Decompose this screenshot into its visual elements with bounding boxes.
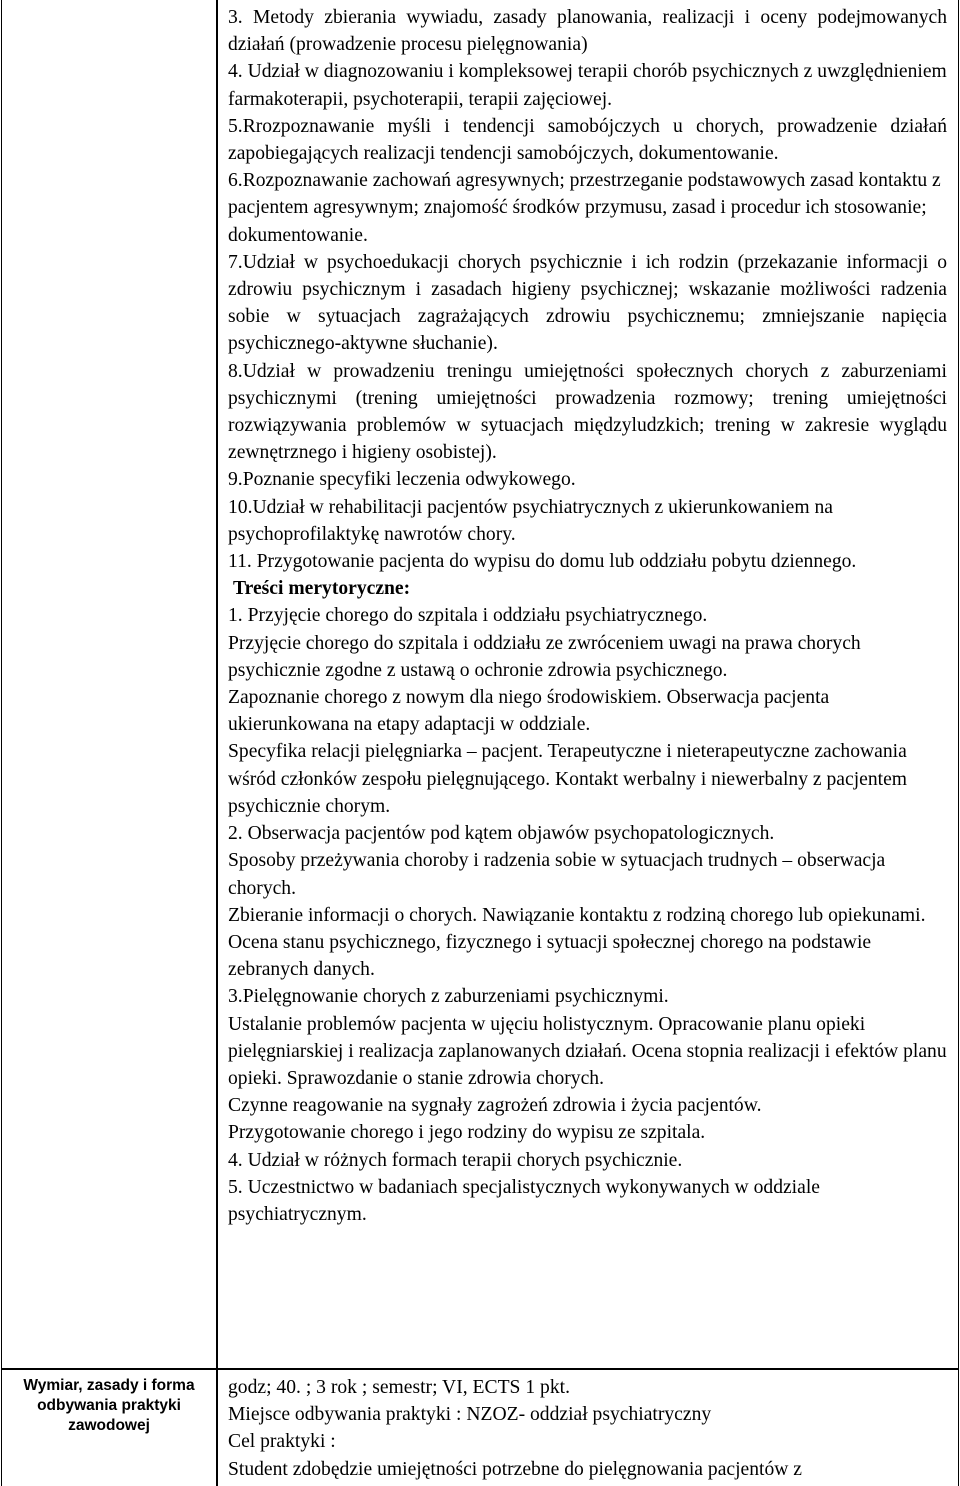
column-divider (216, 0, 218, 1486)
content-heading: Treści merytoryczne: (233, 578, 411, 600)
location-line: Miejsce odbywania praktyki : NZOZ- oddział psychiatryczny (228, 1404, 712, 1426)
content-item: Zbieranie informacji o chorych. Nawiązanie kontaktu z rodziną chorego lub opiekunami. (228, 904, 926, 926)
objective-item: 5.Rrozpoznawanie myśli i tendencji samobójczych u chorych, prowadzenie działań zapobiegających realizacji tendencji samobójczych, dokumentowanie. (228, 115, 947, 165)
content-item: Przygotowanie chorego i jego rodziny do wypisu ze szpitala. (228, 1122, 706, 1144)
content-item: Sposoby przeżywania choroby i radzenia sobie w sytuacjach trudnych – obserwacja chorych. (228, 850, 886, 899)
objective-item: 3. Metody zbierania wywiadu, zasady planowania, realizacji i oceny podejmowanych działań (prowadzenie procesu pielęgnowania) (228, 7, 947, 56)
objective-item: 11. Przygotowanie pacjenta do wypisu do domu lub oddziału pobytu dziennego. (228, 551, 857, 573)
objective-item: 4. Udział w diagnozowaniu i kompleksowej terapii chorób psychicznych z uwzględnieniem farmakoterapii, psychoterapii, terapii zajęciowej. (228, 61, 947, 110)
content-item: Ocena stanu psychicznego, fizycznego i sytuacji społecznej chorego na podstawie zebranych danych. (228, 931, 872, 981)
content-item: 2. Obserwacja pacjentów pod kątem objawów psychopatologicznych. (228, 823, 775, 845)
content-item: Czynne reagowanie na sygnały zagrożeń zdrowia i życia pacjentów. (228, 1095, 762, 1117)
content-item: Przyjęcie chorego do szpitala i oddziału ze zwróceniem uwagi na prawa chorych psychicznie zgodne z ustawą o ochronie zdrowia psychicznego. (228, 632, 861, 681)
hours-line: godz; 40. ; 3 rok ; semestr; VI, ECTS 1 pkt. (228, 1377, 570, 1398)
objective-item: 6.Rozpoznawanie zachowań agresywnych; przestrzeganie podstawowych zasad kontaktu z pacjentem agresywnym; znajomość środków przymusu, zasad i procedur ich stosowanie; dokumentowanie. (228, 170, 941, 246)
objective-item: 9.Poznanie specyfiki leczenia odwykowego. (228, 469, 576, 491)
goal-label: Cel praktyki : (228, 1431, 336, 1453)
content-item: Ustalanie problemów pacjenta w ujęciu holistycznym. Opracowanie planu opieki pielęgniarskiej i realizacja zaplanowanych działań. Ocena stopnia realizacji i efektów planu opieki. Sprawozdanie o stanie zdrowia chorych. (228, 1013, 947, 1089)
objective-item: 10.Udział w rehabilitacji pacjentów psychiatrycznych z ukierunkowaniem na psychoprofilaktykę nawrotów chory. (228, 496, 834, 545)
row-header-wymiar: Wymiar, zasady i forma odbywania praktyki zawodowej (23, 1377, 195, 1434)
content-item: 4. Udział w różnych formach terapii chorych psychicznie. (228, 1149, 683, 1171)
content-item: 1. Przyjęcie chorego do szpitala i oddziału psychiatrycznego. (228, 605, 708, 627)
row-divider (2, 1368, 958, 1370)
practice-details (228, 1374, 947, 1483)
content-item: Specyfika relacji pielęgniarka – pacjent. Terapeutyczne i nieterapeutyczne zachowania wśród członków zespołu pielęgnującego. Kontakt werbalny i niewerbalny z pacjentem psychicznie chorym. (228, 741, 908, 817)
objective-item: 7.Udział w psychoedukacji chorych psychicznie i ich rodzin (przekazanie informacji o zdrowiu psychicznym i zasadach higieny psychicznej; wskazanie możliwości radzenia sobie w sytuacjach zagrażających zdrowiu psychicznemu; zmniejszanie napięcia psychicznego-aktywne słuchanie). (228, 251, 947, 355)
content-item: 5. Uczestnictwo w badaniach specjalistycznych wykonywanych w oddziale psychiatrycznym. (228, 1176, 820, 1225)
objectives-list (228, 4, 947, 1228)
content-item: Zapoznanie chorego z nowym dla niego środowiskiem. Obserwacja pacjenta ukierunkowana na etapy adaptacji w oddziale. (228, 687, 830, 736)
content-item: 3.Pielęgnowanie chorych z zaburzeniami psychicznymi. (228, 986, 669, 1008)
goal-text: Student zdobędzie umiejętności potrzebne do pielęgnowania pacjentów z (228, 1458, 803, 1480)
objective-item: 8.Udział w prowadzeniu treningu umiejętności społecznych chorych z zaburzeniami psychicznymi (trening umiejętności prowadzenia rozmowy; trening umiejętności rozwiązywania problemów w sytuacjach międzyludzkich; trening w zakresie wyglądu zewnętrznego i higieny osobistej). (228, 360, 947, 464)
